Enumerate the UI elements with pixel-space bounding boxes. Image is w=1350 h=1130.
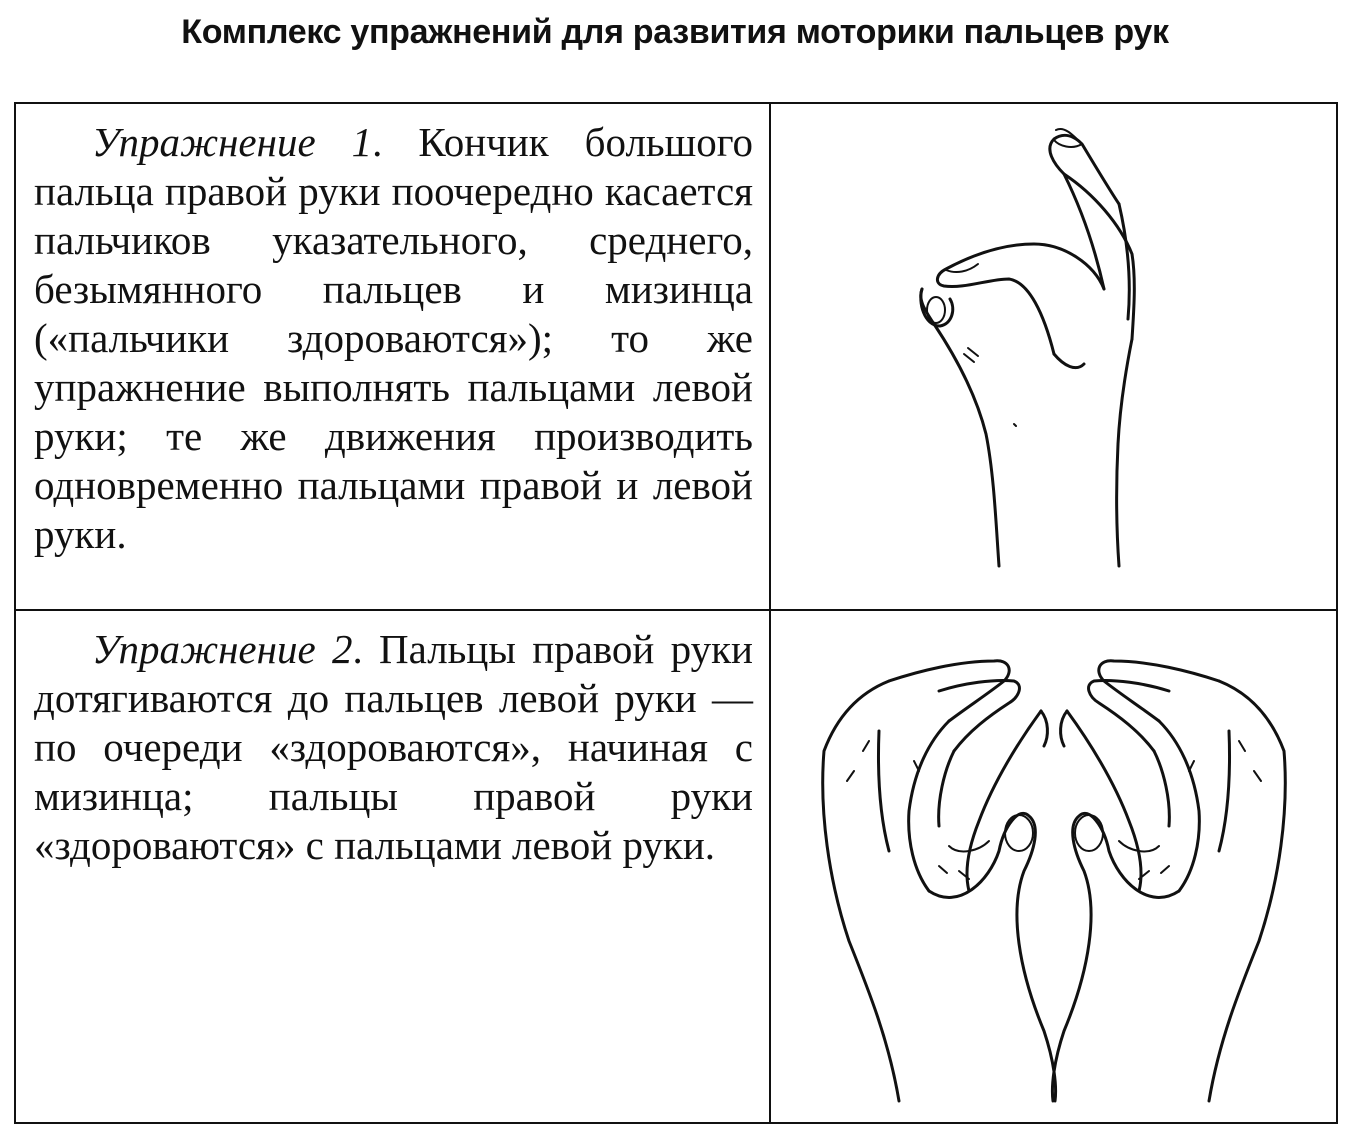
fingernail bbox=[927, 297, 945, 323]
knuckle-lines bbox=[964, 348, 978, 362]
exercise-body: . Пальцы правой руки дотягиваются до пальцев левой руки — по очереди «здороваются», начиная с мизинца; пальцы правой руки «здороваются» с пальцами левой руки. bbox=[34, 626, 753, 868]
right-hand-outline bbox=[1219, 731, 1230, 851]
fingernail bbox=[1075, 815, 1103, 851]
exercise-name: Упражнение 2 bbox=[92, 626, 353, 672]
hand-outline bbox=[1049, 135, 1133, 339]
left-thumb-outline bbox=[929, 813, 1056, 1101]
exercise-description bbox=[34, 118, 753, 559]
left-hand-outline bbox=[889, 661, 1009, 721]
exercise-description bbox=[34, 625, 753, 870]
palm-crease bbox=[1054, 354, 1084, 368]
exercise-illustration-cell bbox=[770, 610, 1337, 1123]
left-hand-outline bbox=[878, 731, 889, 851]
exercise-illustration-cell bbox=[770, 103, 1337, 610]
two-hands-fingertips-illustration bbox=[819, 611, 1289, 1111]
palm-crease bbox=[1014, 424, 1016, 426]
right-hand-outline bbox=[1159, 721, 1199, 891]
exercise-text-cell bbox=[15, 610, 770, 1123]
left-hand-outline bbox=[822, 681, 898, 1101]
right-hand-outline bbox=[1154, 751, 1169, 826]
right-hand-outline bbox=[1098, 661, 1218, 721]
exercise-row bbox=[15, 610, 1337, 1123]
right-thumb-outline bbox=[1052, 813, 1179, 1101]
hand-outline bbox=[1119, 204, 1129, 319]
exercise-body: . Кончик большого пальца правой руки поочередно касается пальчиков указательного, среднего, безымянного пальцев и мизинца («пальчики здороваются»); то же упражнение выполнять пальцами левой руки; те же движения производить одновременно пальцами правой и левой руки. bbox=[34, 119, 753, 557]
knuckle-lines bbox=[847, 741, 919, 781]
left-hand-outline bbox=[967, 711, 1041, 891]
hand-outline bbox=[937, 244, 1104, 354]
exercise-name: Упражнение 1 bbox=[92, 119, 373, 165]
exercise-row bbox=[15, 103, 1337, 610]
hand-outline bbox=[1116, 339, 1131, 566]
hand-touching-fingers-illustration bbox=[904, 104, 1204, 584]
exercise-text-cell bbox=[15, 103, 770, 610]
page-title: Комплекс упражнений для развития моторики пальцев рук bbox=[181, 13, 1169, 51]
left-hand-outline bbox=[908, 721, 948, 891]
palm-lines bbox=[939, 841, 989, 879]
right-hand-outline bbox=[1088, 680, 1168, 751]
right-hand-outline bbox=[1060, 711, 1066, 746]
fingernail bbox=[1005, 815, 1033, 851]
left-hand-outline bbox=[1041, 711, 1047, 746]
exercise-table bbox=[14, 102, 1338, 1124]
right-hand-outline bbox=[1209, 681, 1285, 1101]
left-hand-outline bbox=[938, 751, 953, 826]
hand-outline bbox=[920, 289, 998, 566]
right-hand-outline bbox=[1067, 711, 1141, 891]
palm-lines bbox=[1119, 841, 1169, 879]
left-hand-outline bbox=[939, 680, 1019, 751]
knuckle-lines bbox=[1189, 741, 1261, 781]
